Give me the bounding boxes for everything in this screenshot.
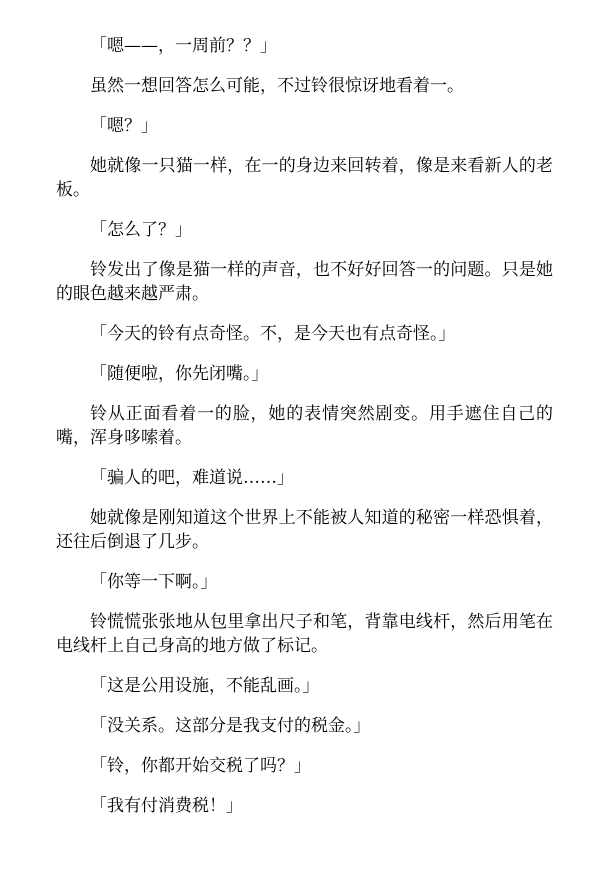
dialogue-paragraph: 「骗人的吧，难道说……」 <box>90 468 294 488</box>
dialogue-paragraph: 「没关系。这部分是我支付的税金。」 <box>90 716 371 736</box>
narration-paragraph: 铃慌慌张张地从包里拿出尺子和笔，背靠电线杆，然后用笔在电线杆上自己身高的地方做了标记。 <box>56 612 553 656</box>
narration-paragraph: 她就像一只猫一样，在一的身边来回转着，像是来看新人的老板。 <box>56 156 553 200</box>
dialogue-paragraph: 「你等一下啊。」 <box>90 572 218 592</box>
narration-paragraph: 虽然一想回答怎么可能，不过铃很惊讶地看着一。 <box>90 76 464 96</box>
dialogue-paragraph: 「这是公用设施，不能乱画。」 <box>90 676 320 696</box>
narration-paragraph: 她就像是刚知道这个世界上不能被人知道的秘密一样恐惧着，还往后倒退了几步。 <box>56 508 553 552</box>
dialogue-paragraph: 「怎么了？」 <box>90 220 192 240</box>
dialogue-paragraph: 「铃，你都开始交税了吗？」 <box>90 756 311 776</box>
dialogue-paragraph: 「嗯——，一周前？？」 <box>90 36 277 56</box>
dialogue-paragraph: 「嗯？」 <box>90 116 158 136</box>
dialogue-paragraph: 「今天的铃有点奇怪。不，是今天也有点奇怪。」 <box>90 324 456 344</box>
narration-paragraph: 铃从正面看着一的脸，她的表情突然剧变。用手遮住自己的嘴，浑身哆嗦着。 <box>56 404 553 448</box>
narration-paragraph: 铃发出了像是猫一样的声音，也不好好回答一的问题。只是她的眼色越来越严肃。 <box>56 260 553 304</box>
document-page <box>56 34 553 834</box>
dialogue-paragraph: 「我有付消费税！」 <box>90 796 243 816</box>
dialogue-paragraph: 「随便啦，你先闭嘴。」 <box>90 364 269 384</box>
